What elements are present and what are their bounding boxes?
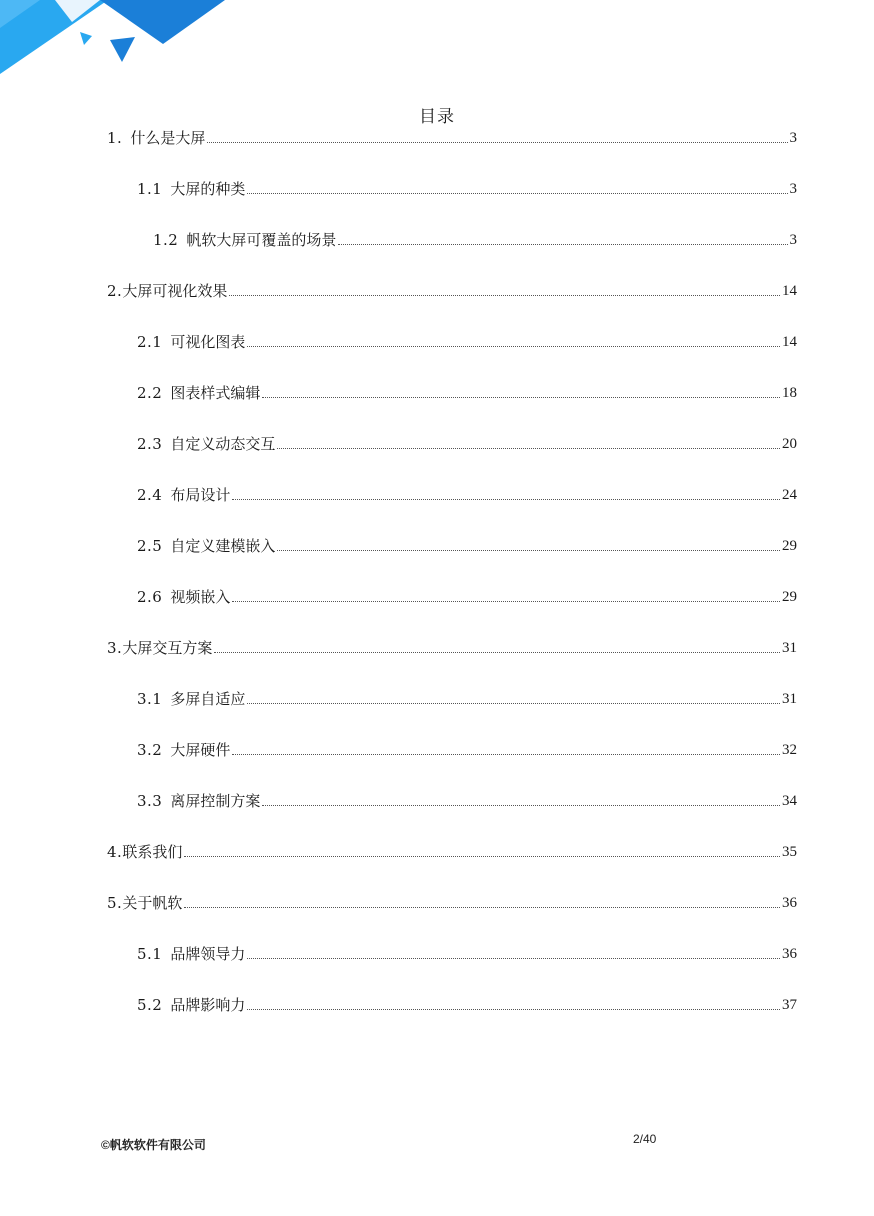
toc-entry-text: 联系我们 bbox=[122, 843, 183, 861]
toc-page-number: 3 bbox=[789, 130, 797, 146]
toc-entry-number: 3. bbox=[107, 639, 123, 657]
toc-leader-dots bbox=[247, 192, 787, 194]
toc-entry-text: 关于帆软 bbox=[122, 894, 183, 912]
toc-page-number: 31 bbox=[782, 691, 797, 707]
toc-entry-number: 5.1 bbox=[137, 945, 163, 963]
toc-title: 目录 bbox=[419, 107, 455, 127]
toc-entry-text: 布局设计 bbox=[170, 486, 231, 504]
toc-page-number: 29 bbox=[782, 589, 797, 605]
toc-entry-1[interactable] bbox=[107, 126, 797, 148]
toc-leader-dots bbox=[229, 294, 780, 296]
corner-decoration bbox=[0, 0, 240, 110]
toc-entry-text: 图表样式编辑 bbox=[170, 384, 261, 402]
toc-entry-number: 1. bbox=[107, 129, 123, 147]
toc-entry-text: 帆软大屏可覆盖的场景 bbox=[186, 231, 337, 249]
toc-entry-2-5[interactable] bbox=[137, 534, 797, 556]
toc-page-number: 3 bbox=[789, 232, 797, 248]
toc-entry-2[interactable] bbox=[107, 279, 797, 301]
deco-triangle-small bbox=[110, 37, 135, 62]
toc-leader-dots bbox=[247, 345, 780, 347]
toc-entry-number: 3.3 bbox=[137, 792, 163, 810]
toc-entry-text: 品牌影响力 bbox=[170, 996, 246, 1014]
toc-entry-text: 自定义建模嵌入 bbox=[170, 537, 276, 555]
toc-leader-dots bbox=[232, 753, 780, 755]
toc-leader-dots bbox=[247, 702, 780, 704]
toc-entry-number: 1.2 bbox=[153, 231, 179, 249]
toc-entry-4[interactable] bbox=[107, 840, 797, 862]
toc-entry-number: 2. bbox=[107, 282, 123, 300]
toc-leader-dots bbox=[247, 957, 780, 959]
toc-entry-text: 视频嵌入 bbox=[170, 588, 231, 606]
toc-leader-dots bbox=[262, 396, 780, 398]
toc-entry-number: 2.1 bbox=[137, 333, 163, 351]
footer-copyright: ©帆软软件有限公司 bbox=[101, 1138, 206, 1152]
toc-page-number: 31 bbox=[782, 640, 797, 656]
toc-page-number: 14 bbox=[782, 283, 797, 299]
toc-entry-number: 4. bbox=[107, 843, 123, 861]
toc-entry-text: 自定义动态交互 bbox=[170, 435, 276, 453]
deco-triangle-tiny bbox=[80, 32, 92, 45]
toc-page-number: 18 bbox=[782, 385, 797, 401]
toc-leader-dots bbox=[232, 498, 780, 500]
toc-entry-1-2[interactable] bbox=[153, 228, 797, 250]
toc-entry-text: 什么是大屏 bbox=[130, 129, 206, 147]
toc-entry-text: 大屏的种类 bbox=[170, 180, 246, 198]
toc-entry-text: 大屏可视化效果 bbox=[122, 282, 228, 300]
toc-entry-number: 3.1 bbox=[137, 690, 163, 708]
toc-page-number: 29 bbox=[782, 538, 797, 554]
toc-leader-dots bbox=[338, 243, 787, 245]
toc-page-number: 14 bbox=[782, 334, 797, 350]
toc-leader-dots bbox=[184, 906, 780, 908]
toc-entry-text: 可视化图表 bbox=[170, 333, 246, 351]
toc-entry-2-4[interactable] bbox=[137, 483, 797, 505]
toc-entry-text: 离屏控制方案 bbox=[170, 792, 261, 810]
toc-entry-text: 品牌领导力 bbox=[170, 945, 246, 963]
toc-leader-dots bbox=[277, 549, 780, 551]
toc-entry-number: 1.1 bbox=[137, 180, 163, 198]
toc-page-number: 35 bbox=[782, 844, 797, 860]
toc-entry-text: 大屏交互方案 bbox=[122, 639, 213, 657]
toc-entry-3-3[interactable] bbox=[137, 789, 797, 811]
toc-entry-1-1[interactable] bbox=[137, 177, 797, 199]
toc-leader-dots bbox=[184, 855, 780, 857]
toc-entry-number: 2.6 bbox=[137, 588, 163, 606]
toc-entry-text: 多屏自适应 bbox=[170, 690, 246, 708]
toc-entry-3[interactable] bbox=[107, 636, 797, 658]
toc-leader-dots bbox=[247, 1008, 780, 1010]
toc-entry-5-1[interactable] bbox=[137, 942, 797, 964]
toc-entry-2-6[interactable] bbox=[137, 585, 797, 607]
toc-page-number: 32 bbox=[782, 742, 797, 758]
toc-entry-2-1[interactable] bbox=[137, 330, 797, 352]
toc-entry-number: 2.5 bbox=[137, 537, 163, 555]
toc-entry-number: 2.4 bbox=[137, 486, 163, 504]
toc-entry-3-2[interactable] bbox=[137, 738, 797, 760]
toc-entry-2-3[interactable] bbox=[137, 432, 797, 454]
toc-entry-text: 大屏硬件 bbox=[170, 741, 231, 759]
toc-page-number: 37 bbox=[782, 997, 797, 1013]
toc-page-number: 36 bbox=[782, 895, 797, 911]
toc-leader-dots bbox=[277, 447, 780, 449]
deco-triangle-right bbox=[100, 0, 225, 44]
toc-entry-3-1[interactable] bbox=[137, 687, 797, 709]
toc-page-number: 34 bbox=[782, 793, 797, 809]
toc-entry-number: 5.2 bbox=[137, 996, 163, 1014]
toc-entry-number: 2.3 bbox=[137, 435, 163, 453]
toc-entry-number: 2.2 bbox=[137, 384, 163, 402]
toc-entry-number: 3.2 bbox=[137, 741, 163, 759]
toc-page-number: 3 bbox=[789, 181, 797, 197]
footer-page-indicator: 2/40 bbox=[633, 1132, 657, 1146]
toc-page-number: 24 bbox=[782, 487, 797, 503]
toc-entry-number: 5. bbox=[107, 894, 123, 912]
toc-page-number: 20 bbox=[782, 436, 797, 452]
toc-leader-dots bbox=[207, 141, 787, 143]
toc-entry-5[interactable] bbox=[107, 891, 797, 913]
toc-leader-dots bbox=[262, 804, 780, 806]
toc-entry-2-2[interactable] bbox=[137, 381, 797, 403]
toc-page-number: 36 bbox=[782, 946, 797, 962]
toc-leader-dots bbox=[232, 600, 780, 602]
toc-entry-5-2[interactable] bbox=[137, 993, 797, 1015]
toc-leader-dots bbox=[214, 651, 780, 653]
